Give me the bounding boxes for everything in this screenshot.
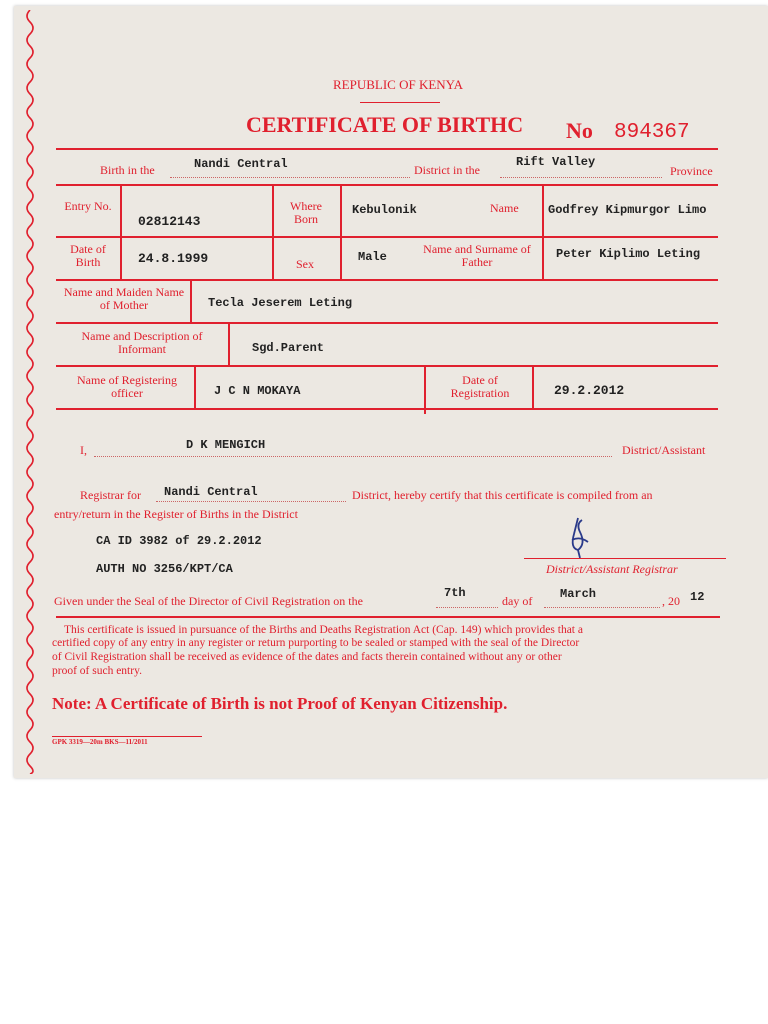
- district-in-label: District in the: [414, 163, 480, 177]
- registrar-district-value: Nandi Central: [164, 485, 258, 499]
- informant-value: Sgd.Parent: [252, 341, 325, 355]
- month-value: March: [560, 587, 597, 601]
- statute-line-3: of Civil Registration shall be received as evidence of the dates and facts therein contained without any or other: [52, 651, 562, 663]
- dob-label: Date of Birth: [70, 242, 106, 269]
- statute-line-1: This certificate is issued in pursuance of the Births and Deaths Registration Act (Cap. 149) which provides that a: [64, 624, 583, 636]
- district-in-value: Rift Valley: [516, 155, 596, 169]
- republic-heading: REPUBLIC OF KENYA: [332, 77, 463, 92]
- day-of-label: day of: [502, 594, 533, 608]
- sex-label: Sex: [296, 257, 314, 271]
- certify-text-1: District, hereby certify that this certificate is compiled from an: [352, 488, 653, 502]
- registration-date-value: 29.2.2012: [554, 383, 625, 398]
- where-born-value: Kebulonik: [352, 203, 417, 217]
- father-value: Peter Kiplimo Leting: [556, 247, 701, 261]
- decorative-left-border: [22, 10, 38, 774]
- day-value: 7th: [444, 586, 466, 600]
- registration-date-label: Date of Registration: [450, 373, 510, 400]
- name-label: Name: [490, 201, 519, 215]
- entry-no-label: Entry No.: [64, 199, 112, 213]
- citizenship-note: Note: A Certificate of Birth is not Proof of Kenyan Citizenship.: [52, 694, 508, 713]
- dob-value: 24.8.1999: [138, 251, 209, 266]
- year-prefix: , 20: [662, 594, 680, 608]
- registrar-name: D K MENGICH: [186, 438, 266, 452]
- mother-value: Tecla Jeserem Leting: [208, 296, 353, 310]
- officer-label: Name of Registering officer: [77, 373, 177, 400]
- printer-code: GPK 3319—20m BKS—11/2011: [52, 738, 148, 746]
- officer-value: J C N MOKAYA: [214, 384, 301, 398]
- birth-in-label: Birth in the: [100, 163, 155, 177]
- given-under-text: Given under the Seal of the Director of Civil Registration on the: [54, 594, 363, 608]
- i-label: I,: [80, 443, 87, 457]
- certify-text-2: entry/return in the Register of Births in the District: [54, 507, 298, 521]
- province-label: Province: [670, 164, 713, 178]
- district-assistant-label: District/Assistant: [622, 443, 706, 457]
- informant-label: Name and Description of Informant: [81, 329, 203, 356]
- where-born-label: Where Born: [290, 199, 322, 226]
- signature-title: District/Assistant Registrar: [546, 562, 678, 576]
- registrar-for-label: Registrar for: [80, 488, 141, 502]
- ca-reference: CA ID 3982 of 29.2.2012: [96, 534, 262, 548]
- number-label: No: [566, 118, 593, 143]
- year-value: 12: [690, 590, 705, 604]
- certificate-number: 894367: [614, 121, 690, 144]
- mother-label: Name and Maiden Name of Mother: [63, 285, 185, 312]
- statute-line-4: proof of such entry.: [52, 665, 142, 677]
- entry-no-value: 02812143: [138, 214, 201, 229]
- sex-value: Male: [358, 250, 387, 264]
- registrar-signature: [560, 514, 596, 560]
- birth-in-value: Nandi Central: [194, 157, 288, 171]
- auth-reference: AUTH NO 3256/KPT/CA: [96, 562, 233, 576]
- certificate-title: CERTIFICATE OF BIRTHC: [246, 112, 524, 137]
- child-name-value: Godfrey Kipmurgor Limo: [548, 203, 707, 217]
- father-label: Name and Surname of Father: [423, 242, 531, 269]
- statute-line-2: certified copy of any entry in any register or return purporting to be sealed or stamped with the seal of the Director: [52, 637, 580, 649]
